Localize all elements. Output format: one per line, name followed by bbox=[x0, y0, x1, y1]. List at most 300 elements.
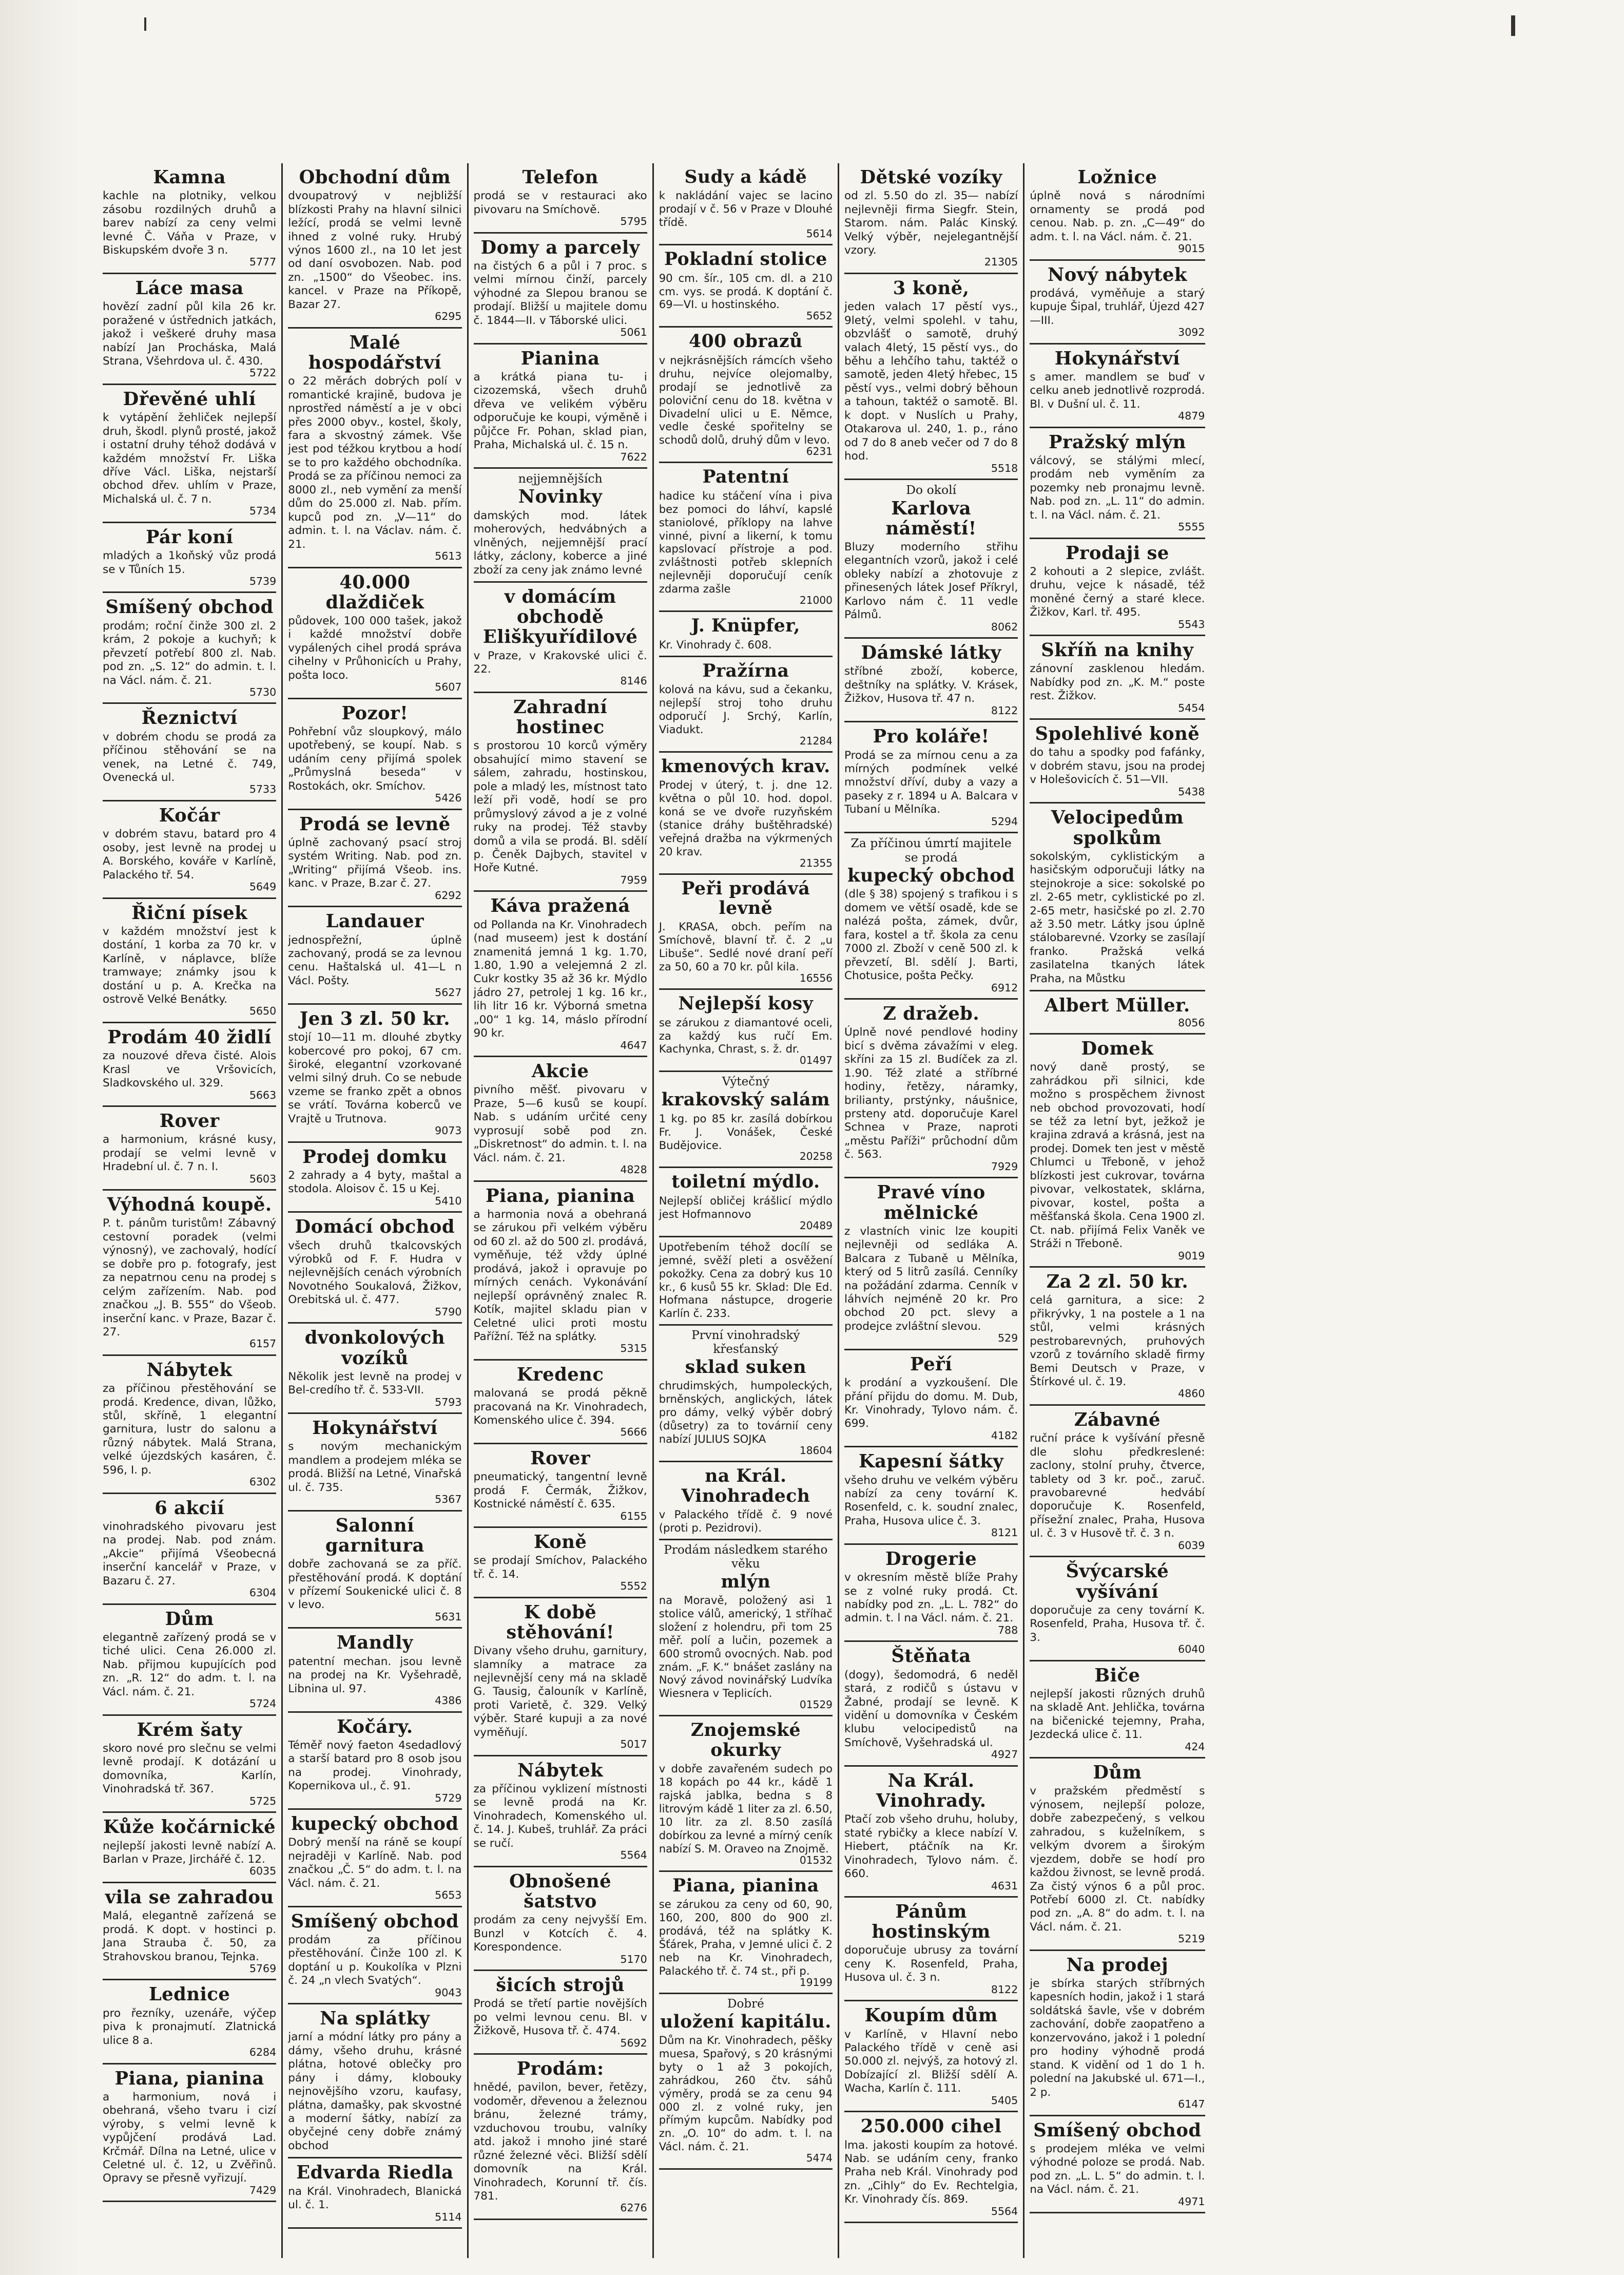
ad-body: mladých a 1koňský vůz prodá se v Tůních 15. bbox=[103, 549, 277, 576]
ad-body: jeden valach 17 pěstí vys., 9letý, velmi spolehl. v tahu, obzvlášť o samotě, druhý valach 4letý, 15 pěstí vys., do běhu a lehčího tahu, taktéž o samotě, jeden 4letý hřebec, 15 pěstí vys., velmi dobrý běhoun a tahoun, taktéž o samotě. Bl. k dopt. v Nuslích u Prahy, Otakarova ul. 240, 1. p., ráno od 7 do 8 aneb večer od 7 do 8 hod. bbox=[844, 300, 1018, 463]
ad-title: Na splátky bbox=[320, 2008, 430, 2030]
ad-title: kupecký obchod bbox=[847, 865, 1015, 887]
ad-body: J. KRASA, obch. peřím na Smíchově, blavní tř. č. 2 „u Libuše“. Sedlé nové draní peří za 50, 60 a 70 kr. půl kila. bbox=[659, 920, 833, 973]
ad-number: 788 bbox=[997, 1623, 1018, 1636]
ad-body: doporučuje za ceny tovární K. Rosenfeld, Praha, Husova tř. č. 3. bbox=[1030, 1603, 1205, 1644]
ad-number: 5652 bbox=[806, 310, 833, 322]
ad-body: prodá se v restauraci ako pivovaru na Smíchově. bbox=[473, 189, 647, 216]
ad-number: 01532 bbox=[799, 1853, 833, 1866]
ad-number: 5725 bbox=[249, 1794, 277, 1807]
classified-ad bbox=[474, 1444, 647, 1528]
ad-number: 9043 bbox=[435, 1986, 462, 1999]
classified-ad bbox=[103, 593, 276, 704]
classified-ad bbox=[844, 2112, 1018, 2223]
classified-ad bbox=[103, 1883, 276, 1981]
ad-body: úplně nová s národními ornamenty se prodá pod cenou. Nab. p. zn. „C—49“ do adm. t. l. na Václ. nám. č. 21. bbox=[1030, 189, 1205, 243]
ad-title: Drogerie bbox=[885, 1548, 977, 1570]
classified-ad bbox=[288, 1414, 461, 1512]
classified-ad bbox=[474, 2055, 647, 2220]
ad-body: v Praze, v Krakovské ulici č. 22. bbox=[473, 649, 647, 676]
ad-title: Řeznictví bbox=[141, 708, 238, 729]
classified-ad bbox=[659, 612, 833, 657]
ad-number: 5614 bbox=[806, 227, 833, 240]
classified-ad bbox=[1030, 2116, 1205, 2214]
classified-ad bbox=[103, 1980, 276, 2064]
ad-body: Divany všeho druhu, garnitury, slamníky a matrace za nejlevnější ceny má na skladě G. Tausig, čalouník v Karlíně, proti Varietě, č. 329. Velký výběr. Staré kupuji a za nové vyměňují. bbox=[473, 1645, 647, 1739]
ad-subtitle: První vinohradský křesťanský bbox=[691, 1329, 800, 1356]
classified-ad bbox=[1030, 1406, 1205, 1557]
classified-ad bbox=[474, 234, 647, 345]
ad-body: Několik jest levně na prodej v Bel-credího tř. č. 533-VII. bbox=[288, 1370, 462, 1397]
ad-body: 1 kg. po 85 kr. zasílá dobírkou Fr. J. Vonášek, České Budějovice. bbox=[659, 1112, 833, 1152]
ad-number: 4182 bbox=[991, 1429, 1018, 1442]
ad-body: pivního měšť. pivovaru v Praze, 5—6 kusů se koupí. Nab. s udáním určité ceny vyprosují sobě pod zn. „Diskretnost“ do admin. t. l. na Václ. nám. č. 21. bbox=[473, 1083, 647, 1164]
ad-subtitle: Za příčinou úmrtí majitele se prodá bbox=[850, 836, 1012, 865]
classified-ad bbox=[844, 639, 1018, 722]
ad-number: 6040 bbox=[1178, 1643, 1205, 1656]
ad-number: 6912 bbox=[991, 981, 1018, 994]
ad-number: 5722 bbox=[249, 367, 277, 379]
ad-number: 4647 bbox=[620, 1039, 647, 1052]
classified-ad bbox=[659, 875, 833, 990]
classified-ad bbox=[288, 1713, 461, 1810]
ad-number: 5739 bbox=[249, 575, 277, 587]
classified-ad bbox=[474, 163, 647, 234]
classified-ad bbox=[288, 329, 461, 568]
classified-ad bbox=[474, 345, 647, 469]
ad-body: 2 kohouti a 2 slepice, zvlášt. druhu, vejce k násadě, též moněné černý a staré klece. Žižkov, Karl. tř. 495. bbox=[1030, 565, 1205, 619]
ad-title: Láce masa bbox=[135, 277, 244, 299]
ad-body: pro řezníky, uzenáře, výčep piva k pronajmutí. Zlatnická ulice 8 a. bbox=[103, 2006, 277, 2047]
ad-title: Pianina bbox=[520, 348, 600, 369]
ad-title: 250.000 cihel bbox=[860, 2116, 1002, 2137]
classified-ad bbox=[844, 1178, 1018, 1350]
classified-ad bbox=[103, 704, 276, 801]
ad-number: 4879 bbox=[1178, 410, 1205, 423]
ad-number: 21000 bbox=[799, 594, 833, 607]
classified-ad bbox=[1030, 636, 1205, 720]
ad-title: Rover bbox=[159, 1111, 220, 1132]
ad-number: 5790 bbox=[435, 1305, 462, 1318]
crop-mark bbox=[144, 17, 146, 31]
ad-title: Kočáry. bbox=[337, 1716, 413, 1737]
ad-body: patentní mechan. jsou levně na prodej na Kr. Vyšehradě, Libnina ul. 97. bbox=[288, 1655, 462, 1695]
ad-title: Domácí obchod bbox=[295, 1216, 455, 1238]
ad-body: Prodá se třetí partie novějších po velmi levnou cenu. Bl. v Žižkově, Husova tř. č. 474. bbox=[473, 1997, 647, 2038]
ad-body: za příčinou vyklizení místnosti se levně prodá na Kr. Vinohradech, Komenského ul. č. 14. J. Kubeš, truhlář. Za práci se ručí. bbox=[473, 1783, 647, 1850]
classified-ad bbox=[288, 907, 461, 1005]
ad-body: Pohřební vůz sloupkový, málo upotřebený, se koupí. Nab. s udáním ceny přijímá spolek „Průmyslná beseda“ v Rostokách, okr. Smíchov. bbox=[288, 725, 462, 793]
ad-title: uložení kapitálu. bbox=[660, 2011, 832, 2032]
classified-ad bbox=[659, 1716, 833, 1871]
classified-ad bbox=[288, 2004, 461, 2158]
ad-number: 5650 bbox=[249, 1005, 277, 1018]
ad-body: skoro nové pro slečnu se velmi levně prodají. K dotázání u domovníka, Karlín, Vinohradská tř. 367. bbox=[103, 1742, 277, 1796]
ad-subtitle: Výtečný bbox=[722, 1075, 770, 1089]
ad-title: Kredenc bbox=[516, 1364, 604, 1385]
ad-title: Švýcarské vyšívání bbox=[1066, 1561, 1169, 1602]
classified-ad bbox=[659, 657, 833, 753]
ad-number: 5543 bbox=[1178, 618, 1205, 630]
ad-number: 5555 bbox=[1178, 521, 1205, 533]
classified-ad bbox=[288, 1143, 461, 1213]
ad-number: 6155 bbox=[620, 1509, 647, 1522]
classified-ad bbox=[103, 899, 276, 1023]
ad-title: Albert Müller. bbox=[1045, 995, 1190, 1017]
classified-ad bbox=[103, 385, 276, 523]
classified-ad bbox=[103, 523, 276, 594]
ad-title: Salonní garnitura bbox=[325, 1515, 424, 1556]
classified-ad bbox=[659, 990, 833, 1072]
ad-body: Prodej v úterý, t. j. dne 12. května o půl 10. hod. dopol. koná se ve dvoře ruzyňském (stanice dráhy buštěhradské) veřejná dražba na výkrmených 20 krav. bbox=[659, 778, 833, 858]
ad-body: s prodejem mléka ve velmi výhodné poloze se prodá. Nab. pod zn. „L. L. 5“ do admin. t. l. na Václ. nám. č. 21. bbox=[1030, 2142, 1205, 2196]
ad-body: Dobrý menší na ráně se koupí nejraději v Karlíně. Nab. pod značkou „Č. 5“ do adm. t. l. na Václ. nám. č. 21. bbox=[288, 1836, 462, 1890]
classified-ad bbox=[659, 1326, 833, 1462]
classified-ad bbox=[288, 1810, 461, 1907]
classified-ad bbox=[1030, 428, 1205, 539]
ad-number: 6231 bbox=[806, 445, 833, 458]
ad-number: 7959 bbox=[620, 873, 647, 886]
classified-ad bbox=[103, 274, 276, 385]
ad-title: Kapesní šátky bbox=[859, 1451, 1004, 1473]
column-4 bbox=[654, 163, 839, 2258]
ad-body: prodává, vyměňuje a starý kupuje Šipal, truhlář, Újezd 427—III. bbox=[1030, 286, 1205, 327]
ad-number: 5613 bbox=[435, 550, 462, 563]
ad-body: od zl. 5.50 do zl. 35— nabízí nejlevněji firma Siegfr. Stein, Starom. nám. Palác Kinský. Velký výběr, nejelegantnější vzory. bbox=[844, 189, 1018, 257]
classified-ad bbox=[659, 163, 833, 245]
ad-title: Mandly bbox=[336, 1632, 413, 1654]
classified-ad bbox=[288, 810, 461, 908]
ad-number: 5692 bbox=[620, 2036, 647, 2049]
ad-body: v nejkrásnějších rámcích všeho druhu, nejvíce olejomalby, prodají se jednotlivě za poloviční cenu do 18. května v Divadelní ulici u E. Němce, vedle české spořitelny se schodů dolů, druhý dům v levo. bbox=[659, 353, 833, 447]
ad-number: 8146 bbox=[620, 675, 647, 687]
classified-ad bbox=[474, 1867, 647, 1971]
ad-title: Pánům hostinským bbox=[872, 1901, 991, 1943]
ad-body: Malá, elegantně zařízená se prodá. K dopt. v hostinci p. Jana Strauba č. 50, za Strahovskou branou, Tejnka. bbox=[103, 1909, 277, 1963]
classified-ad bbox=[659, 1237, 833, 1326]
classified-ad bbox=[288, 568, 461, 699]
classified-ad bbox=[1030, 1758, 1205, 1951]
ad-body: jarní a módní látky pro pány a dámy, všeho druhu, krásné plátna, hotové oblečky pro pány i dámy, klobouky nejnovějšího vzoru, kaufasy, plátna, damašky, pak skvostné a moderní šátky, nabízí za obyčejné ceny dobře známý obchod bbox=[288, 2031, 462, 2152]
ad-body: k prodání a vyzkoušení. Dle přání přijdu do domu. M. Dub, Kr. Vinohrady, Tylovo nám. č. 699. bbox=[844, 1377, 1018, 1430]
ad-body: na Moravě, položený asi 1 stolice válů, americký, 1 stříhač složení z holendru, při tom 25 měř. polí a lučin, pozemek a 600 stromů ovocných. Nab. pod znám. „F. K.“ bnášet zaslány na Nový závod novinářský Ludvíka Wiesnera v Teplicích. bbox=[659, 1593, 833, 1700]
classified-ad bbox=[1030, 261, 1205, 345]
ad-title: Pár koní bbox=[145, 526, 234, 548]
ad-number: 5795 bbox=[620, 215, 647, 228]
classified-ad bbox=[1030, 1951, 1205, 2116]
classified-ad bbox=[103, 1716, 276, 1813]
ad-number: 5627 bbox=[435, 986, 462, 999]
classified-ad bbox=[474, 1598, 647, 1756]
ad-title: Jen 3 zl. 50 kr. bbox=[299, 1008, 450, 1029]
ad-body: pneumatický, tangentní levně prodá F. Čermák, Žižkov, Kostnické náměstí č. 635. bbox=[473, 1470, 647, 1511]
ad-body: ruční práce k vyšívání přesně dle slohu předkreslené: zaclony, stolní pruhy, čtverce, tablety od 3 kr. poč., zaruč. pravobarevné hedvábí doporučuje K. Rosenfeld, přísežní znalec, Praha, Husova ul. č. 3 v Husově tř. č. 3 n. bbox=[1030, 1432, 1205, 1540]
ad-body: a harmonia nová a obehraná se zárukou při velkém výběru od 60 zl. až do 500 zl. prodává, vyměňuje, též vždy úplné prodává, jakož i opravuje po mírných cenách. Vykonávání nejlepší oprávněný znalec R. Kotík, majitel skladu pian v Celetné ulici proti mostu Pařížní. Též na splátky. bbox=[473, 1208, 647, 1343]
ad-body: prodám; roční činže 300 zl. 2 krám, 2 pokoje a kuchyň; k převzetí potřebí 800 zl. Nab. pod zn. „S. 12“ do admin. t. l. na Václ. nám. č. 21. bbox=[103, 619, 277, 687]
ad-number: 7929 bbox=[991, 1160, 1018, 1173]
ad-number: 19199 bbox=[799, 1976, 833, 1989]
ad-number: 9015 bbox=[1178, 242, 1205, 255]
ad-title: Dům bbox=[1093, 1762, 1142, 1784]
ad-number: 5734 bbox=[249, 505, 277, 518]
ad-number: 5777 bbox=[249, 256, 277, 269]
ad-number: 5294 bbox=[991, 815, 1018, 828]
ad-body: hadice ku stáčení vína i piva bez pomoci do láhví, kapslé staniolové, příklopy na lahve vinné, pivní a likerní, k tomu kapslovací přístroje a pod. zvláštnosti potřeb sklepních nejlevněji doporučují ceník zdarma zašle bbox=[659, 489, 833, 596]
ad-title: Pokladní stolice bbox=[664, 249, 827, 270]
ad-title: Zahradní hostinec bbox=[513, 696, 608, 738]
ad-number: 18604 bbox=[799, 1444, 833, 1457]
ad-title: Smíšený obchod bbox=[1033, 2119, 1202, 2141]
classified-ad bbox=[288, 1005, 461, 1143]
ad-title: 40.000 dlaždiček bbox=[325, 571, 424, 613]
classified-ad bbox=[659, 245, 833, 328]
ad-subtitle: Do okolí bbox=[906, 483, 957, 498]
ad-body: zánovní zasklenou hledám. Nabídky pod zn. „K. M.“ poste rest. Žižkov. bbox=[1030, 662, 1205, 703]
classified-ad bbox=[288, 1324, 461, 1414]
ad-number: 7429 bbox=[249, 2184, 277, 2196]
ad-title: kupecký obchod bbox=[291, 1813, 459, 1835]
ad-title: Piana, pianina bbox=[672, 1875, 819, 1896]
ad-number: 5724 bbox=[249, 1697, 277, 1710]
ad-title: Štěňata bbox=[891, 1646, 971, 1667]
ad-number: 6302 bbox=[249, 1476, 277, 1488]
ad-number: 4386 bbox=[435, 1694, 462, 1707]
scan-edge bbox=[0, 0, 82, 2275]
ad-title: Patentní bbox=[702, 467, 789, 488]
ad-subtitle: Prodám následkem starého věku bbox=[664, 1543, 828, 1571]
ad-title: Smíšený obchod bbox=[291, 1910, 459, 1932]
ad-body: do tahu a spodky pod fafánky, v dobrém stavu, jsou na prodej v Holešovicích č. 51—VII. bbox=[1030, 746, 1205, 787]
ad-title: vila se zahradou bbox=[105, 1886, 274, 1908]
classified-ad bbox=[659, 1072, 833, 1168]
ad-number: 8121 bbox=[991, 1526, 1018, 1539]
classified-ad bbox=[659, 1168, 833, 1237]
ad-number: 5666 bbox=[620, 1426, 647, 1439]
ad-body: a krátká piana tu- i cizozemská, všech druhů dřeva ve velikém výběru odporučuje ke koupi, výměně i půjčce Fr. Pohan, sklad pian, Praha, Michalská ul. č. 15 n. bbox=[473, 370, 647, 452]
classified-ad bbox=[288, 163, 461, 329]
ad-title: Smíšený obchod bbox=[105, 597, 274, 618]
ad-title: Nábytek bbox=[517, 1760, 604, 1781]
ad-body: dvoupatrový v nejbližší blízkosti Prahy na hlavní silnici ležící, prodá se velmi levně ihned z volné ruky. Hrubý výnos 1600 zl., na 10 let jest od daní osvobozen. Nab. pod zn. „1500“ do Všeobec. ins. kancel. v Praze na Příkopě, Bazar 27. bbox=[288, 189, 462, 311]
ad-title: Koně bbox=[533, 1532, 587, 1553]
ad-title: Pro koláře! bbox=[873, 726, 990, 748]
ad-body: nový daně prostý, se zahrádkou při silnici, kde možno s prospěchem živnost neb obchod provozovati, hodí se též za letní byt, ježkož je krajina zdravá a krásná, jest na prodej. Domek ten jest v městě Chlumci u Třeboně, v jehož blízkosti jest cukrovar, továrna pivovar, velkostatek, sklárna, pivovar, kostel, pošta a měšťanská škola. Cena 1900 zl. Ct. nab. přijímá Felix Vaněk ve Stráži n Třeboně. bbox=[1030, 1061, 1205, 1251]
classified-ad bbox=[288, 1629, 461, 1712]
classified-ad bbox=[288, 1907, 461, 2005]
ad-number: 6147 bbox=[1178, 2098, 1205, 2111]
classified-ad bbox=[1030, 345, 1205, 428]
ad-number: 5405 bbox=[991, 2094, 1018, 2107]
ad-title: Pozor! bbox=[341, 702, 409, 724]
ad-number: 20258 bbox=[799, 1150, 833, 1163]
ad-title: Nový nábytek bbox=[1047, 264, 1187, 285]
ad-title: 3 koně, bbox=[893, 277, 970, 299]
ad-number: 5663 bbox=[249, 1088, 277, 1101]
ad-body: prodám za příčinou přestěhování. Činže 100 zl. K doptání u p. Koukolíka v Plzni č. 24 „n vlech Svatých“. bbox=[288, 1933, 462, 1987]
classified-ad bbox=[844, 1642, 1018, 1766]
ad-body: k vytápění žehliček nejlepší druh, škodl. plynů prosté, jakož i ostatní druhy téhož dodává v každém množství Fr. Liška dříve Václ. Liška, nejstarší obchod dřev. uhlím v Praze, Michalská ul. č. 7 n. bbox=[103, 411, 277, 506]
ad-number: 5367 bbox=[435, 1493, 462, 1506]
ad-body: Téměř nový faeton 4sedadlový a starší batard pro 8 osob jsou na prodej. Vinohrady, Kopernikova ul., č. 91. bbox=[288, 1738, 462, 1793]
ad-number: 3092 bbox=[1178, 326, 1205, 339]
ad-body: v okresním městě blíže Prahy se z volné ruky prodá. Ct. nabídky pod zn. „L. L. 782“ do admin. t. l na Václ. nám. č. 21. bbox=[844, 1571, 1018, 1625]
ad-number: 20489 bbox=[799, 1219, 833, 1232]
classified-ad bbox=[1030, 1557, 1205, 1661]
ad-body: Kr. Vinohrady č. 608. bbox=[659, 638, 772, 651]
classified-ad bbox=[103, 1813, 276, 1883]
ad-title: Prodám 40 židlí bbox=[107, 1026, 272, 1048]
ad-body: se zárukou za ceny od 60, 90, 160, 200, 800 do 900 zl. prodává, též na splátky K. Šťárek, Praha, v Jemné ulici č. 2 neb na Kr. Vinohradech, Palackého tř. č. 74 st., při p. bbox=[659, 1898, 833, 1977]
ad-body: hnědé, pavilon, bever, řetězy, vodoměr, dřevenou a železnou bránu, železné trámy, vzduchovou troubu, valníky atd. jakož i mnoho jiné staré různé železné věci. Bližší sdělí domovník na Král. Vinohradech, Korunní tř. čís. 781. bbox=[473, 2081, 647, 2203]
ad-number: 5653 bbox=[435, 1889, 462, 1902]
ad-title: Landauer bbox=[325, 911, 424, 932]
ad-body: jednospřežní, úplně zachovaný, prodá se za levnou cenu. Haštalská ul. 41—L n Václ. Pošty. bbox=[288, 933, 462, 987]
ad-body: v pražském předměstí s výnosem, nejlepší poloze, dobře zabezpečený, s velkou zahradou, s kuželníkem, s velkým dvorem a širokým vjezdem, dobře se hodí pro každou živnost, se levně prodá. Za čistý výnos 6 a půl proc. Potřebí 6000 zl. Ct. nabídky pod zn. „A. 8“ do adm. t. l. na Václ. nám. č. 21. bbox=[1030, 1785, 1205, 1934]
ad-body: elegantně zařízený prodá se v tiché ulici. Cena 26.000 zl. Nab. přijmou kupujících pod zn. „R. 12“ do adm. t. l. na Václ. nám. č. 21. bbox=[103, 1631, 277, 1698]
ad-number: 5474 bbox=[806, 2152, 833, 2165]
classified-ad bbox=[659, 1540, 833, 1717]
classified-ad bbox=[103, 1356, 276, 1494]
classified-ad bbox=[844, 274, 1018, 480]
ad-body: je sbírka starých stříbrných kapesních hodin, jakož i 1 stará soldátská šavle, vše v dobrém zachování, dobře zaopatřeno a konzervováno, jakož i 1 polední pro hodiny výhodně prodá stand. K vidění od 1 do 1 h. polední na Jakubské ul. 671—I., 2 p. bbox=[1030, 1977, 1205, 2099]
classified-ad bbox=[844, 1545, 1018, 1642]
ad-title: Akcie bbox=[531, 1061, 589, 1082]
ad-number: 5438 bbox=[1178, 785, 1205, 798]
classified-ad bbox=[659, 1994, 833, 2170]
classified-ad bbox=[1030, 991, 1205, 1035]
ad-title: Pražírna bbox=[702, 660, 789, 681]
ad-title: Prodá se levně bbox=[299, 813, 451, 835]
ad-number: 5730 bbox=[249, 685, 277, 698]
ad-number: 6284 bbox=[249, 2046, 277, 2059]
ad-body: (dle § 38) spojený s trafikou i s domem ve větší osadě, kde se nalézá pošta, zámek, dvůr, fara, kostel a tř. škola za cenu 7000 zl. Zboží v ceně 500 zl. k převzetí, Bl. sdělí J. Barti, Chotusice, pošta Pečky. bbox=[844, 888, 1018, 983]
classified-ad bbox=[659, 1872, 833, 1994]
ad-body: v dobrém chodu se prodá za příčinou stěhování se na venek, na Letné č. 749, Ovenecká ul. bbox=[103, 730, 277, 785]
ad-number: 5114 bbox=[435, 2210, 462, 2223]
ad-number: 5552 bbox=[620, 1580, 647, 1593]
classified-ad bbox=[844, 480, 1018, 639]
ad-title: krakovský salám bbox=[661, 1089, 830, 1111]
ad-body: s prostorou 10 korců výměry obsahující mimo stavení se sálem, zahradu, hostinskou, pole a mladý les, místnost tato leží při vodě, hodí se pro průmyslový závod a je z volné ruky na prodej. Též stavby domů a vila se prodá. Bl. sdělí p. Čeněk Dajbych, stavitel v Hoře Kutné. bbox=[473, 739, 647, 875]
ad-body: chrudimských, humpoleckých, brněnských, anglických, látek pro dámy, velký výběr dobrý (důsetry) za to továrnií ceny nabízí JULIUS SOJKA bbox=[659, 1379, 833, 1446]
ad-number: 5603 bbox=[249, 1172, 277, 1185]
ad-title: Biče bbox=[1094, 1665, 1140, 1686]
ad-body: všeho druhu ve velkém výběru nabízí za ceny tovární K. Rosenfeld, c. k. soudní znalec, Praha, Husova ulice č. 3. bbox=[844, 1474, 1018, 1527]
ad-body: hovězí zadní půl kila 26 kr. poražené v ústřednich jatkách, jakož i veškeré druhy masa nabízí Jan Procháska, Malá Strana, Všehrdova ul. č. 430. bbox=[103, 300, 277, 368]
ad-title: Dětské vozíky bbox=[860, 167, 1002, 188]
classified-columns bbox=[98, 163, 1581, 2258]
ad-title: Hokynářství bbox=[312, 1418, 438, 1439]
column-3 bbox=[469, 163, 654, 2258]
column-5 bbox=[839, 163, 1024, 2258]
ad-title: Peří bbox=[910, 1353, 953, 1375]
classified-ad bbox=[844, 163, 1018, 274]
ad-body: kolová na kávu, sud a čekanku, nejlepší stroj toho druhu odporučí J. Srchý, Karlín, Viadukt. bbox=[659, 682, 833, 736]
ad-number: 5564 bbox=[991, 2205, 1018, 2217]
classified-ad bbox=[844, 1898, 1018, 2001]
classified-ad bbox=[844, 1767, 1018, 1898]
ad-title: Kočár bbox=[159, 805, 220, 826]
ad-title: Lednice bbox=[148, 1984, 230, 2005]
ad-body: prodám za ceny nejvyšší Em. Bunzl v Kotcích č. 4. Korespondence. bbox=[473, 1914, 647, 1954]
ad-number: 01497 bbox=[799, 1054, 833, 1067]
ad-number: 5733 bbox=[249, 783, 277, 796]
ad-number: 5729 bbox=[435, 1791, 462, 1804]
classified-ad bbox=[844, 1000, 1018, 1178]
ad-title: Skříň na knihy bbox=[1041, 640, 1194, 661]
ad-title: Káva pražená bbox=[490, 895, 630, 917]
ad-body: na čistých 6 a půl i 7 proc. s velmi mírnou činží, parcely výhodné za Slepou branou se prodají. Bližší u majitele domu č. 1844—II. v Táborské ulici. bbox=[473, 259, 647, 327]
ad-number: 5793 bbox=[435, 1395, 462, 1408]
ad-title: Telefon bbox=[522, 167, 598, 188]
ad-body: s amer. mandlem se buď v celku aneb jednotlivě rozprodá. Bl. v Dušní ul. č. 11. bbox=[1030, 370, 1205, 411]
ad-body: půdovek, 100 000 tašek, jakož i každé množství dobře vypálených cihel prodá správa cihelny v Průhonicích u Prahy, pošta Ioco. bbox=[288, 615, 462, 682]
ad-body: a harmonium, krásné kusy, prodají se velmi levně v Hradební ul. č. 7 n. I. bbox=[103, 1133, 277, 1174]
ad-title: Dům bbox=[165, 1608, 214, 1630]
ad-number: 7622 bbox=[620, 450, 647, 463]
ad-title: mlýn bbox=[721, 1571, 771, 1592]
ad-title: Obnošené šatstvo bbox=[509, 1870, 612, 1912]
column-2 bbox=[283, 163, 468, 2258]
ad-subtitle: nejjemnějších bbox=[518, 471, 603, 486]
ad-title: Pražský mlýn bbox=[1048, 431, 1186, 453]
ad-number: 16556 bbox=[799, 972, 833, 985]
ad-body: lma. jakosti koupím za hotové. Nab. se udáním ceny, franko Praha neb Král. Vinohrady pod zn. „Cihly“ do Ev. Rechtelgia, Kr. Vinohrady čís. 869. bbox=[844, 2138, 1018, 2206]
ad-number: 4828 bbox=[620, 1163, 647, 1176]
ad-number: 8056 bbox=[1178, 1016, 1205, 1029]
ad-title: Domek bbox=[1081, 1038, 1154, 1060]
ad-body: stojí 10—11 m. dlouhé zbytky kobercové pro pokoj, 67 cm. široké, elegantní vzorkované velmi silný druh. Co se nebude vzeme se franko zpět a obnos se vrátí. Továrna koberců ve Vrajtě u Trutnova. bbox=[288, 1031, 462, 1125]
ad-body: v dobrém stavu, batard pro 4 osoby, jest levně na prodej u A. Borského, kováře v Karlíně, Palackého tř. 54. bbox=[103, 828, 277, 882]
ad-title: Malé hospodářství bbox=[308, 332, 442, 373]
ad-number: 6276 bbox=[620, 2202, 647, 2214]
ad-body: válcový, se stálými mlecí, prodám neb vyměním za pozemky neb pronajmu levně. Nab. pod zn. „L. 11“ do admin. t. l. na Václ. nám. č. 21. bbox=[1030, 454, 1205, 522]
ad-title: Peři prodává levně bbox=[681, 878, 810, 919]
ad-number: 21305 bbox=[984, 256, 1018, 269]
ad-body: z vlastních vinic lze koupiti nejlevněji od sedláka A. Balcara z Tubaně u Mělníka, který od 5 litrů zasílá. Cenníky na požádání zdarma. Cenník v láhvích nejméně 20 kr. Pro obchod 20 pct. slevy a prodejce zvláštní slevou. bbox=[844, 1225, 1018, 1333]
classified-ad bbox=[474, 583, 647, 693]
ad-title: Obchodní dům bbox=[299, 167, 451, 188]
classified-ad bbox=[288, 1213, 461, 1324]
ad-body: 2 zahrady a 4 byty, maštal a stodola. Aloisov č. 15 u Kej. bbox=[288, 1169, 462, 1196]
classified-ad bbox=[288, 2158, 461, 2229]
classified-ad bbox=[844, 722, 1018, 833]
classified-ad bbox=[103, 1191, 276, 1356]
ad-body: za příčinou přestěhování se prodá. Kredence, divan, lůžko, stůl, skříně, 1 elegantní garnitura, lustr do salonu a různý nábytek. Malá Strana, velké újezdských kasáren, č. 596, I. p. bbox=[103, 1382, 277, 1477]
classified-ad bbox=[474, 1361, 647, 1444]
classified-ad bbox=[103, 1023, 276, 1107]
classified-ad bbox=[474, 1971, 647, 2055]
ad-title: Pravé víno mělnické bbox=[877, 1182, 985, 1223]
classified-ad bbox=[288, 1512, 461, 1629]
classified-ad bbox=[103, 801, 276, 899]
ad-body: damských mod. látek moherových, hedvábných a vlněných, nejjemnější prací látky, záclony, koberce a jiné zboží za ceny jak známo levné bbox=[473, 509, 647, 577]
ad-title: Zábavné bbox=[1074, 1409, 1161, 1430]
ad-body: Bluzy moderního střihu elegantních vzorů, jakož i celé obleky nabízí a zhotovuje z přinesených látek Josef Příkryl, Karlovo nám č. 11 vedle Pálmů. bbox=[844, 540, 1018, 622]
ad-body: Nejlepší obličej krášlicí mýdlo jest Hofmannovo bbox=[659, 1194, 833, 1220]
ad-body: od Pollanda na Kr. Vinohradech (nad museem) jest k dostání znamenitá jemná 1 kg. 1.70, 1.80, 1.90 a velejemná 2 zl. Cukr kostky 35 až 36 kr. Mýdlo jádro 27, petrolej 1 kg. 16 kr., lih litr 16 kr. Výborná smetna „00“ 1 kg. 14, máslo přírodní 90 kr. bbox=[473, 918, 647, 1040]
ad-title: toiletní mýdlo. bbox=[671, 1172, 820, 1193]
ad-title: 6 akcií bbox=[154, 1497, 225, 1519]
ad-title: Hokynářství bbox=[1054, 348, 1181, 369]
ad-title: Novinky bbox=[518, 486, 603, 508]
classified-ad bbox=[474, 1182, 647, 1361]
ad-number: 6295 bbox=[435, 310, 462, 323]
classified-ad bbox=[474, 1528, 647, 1598]
ad-number: 8122 bbox=[991, 1983, 1018, 1996]
ad-title: Rover bbox=[530, 1448, 591, 1469]
ad-body: Úplně nové pendlové hodiny bicí s dvěma závažími v eleg. skříni za 15 zl. Budíček za zl. 1.90. Též zlaté a stříbrné hodiny, řetězy, náramky, brilianty, prstýnky, náušnice, prsteny atd. doporučuje Karel Schnea v Praze, naproti „městu Paříži“ průchodní dům č. 563. bbox=[844, 1026, 1018, 1161]
